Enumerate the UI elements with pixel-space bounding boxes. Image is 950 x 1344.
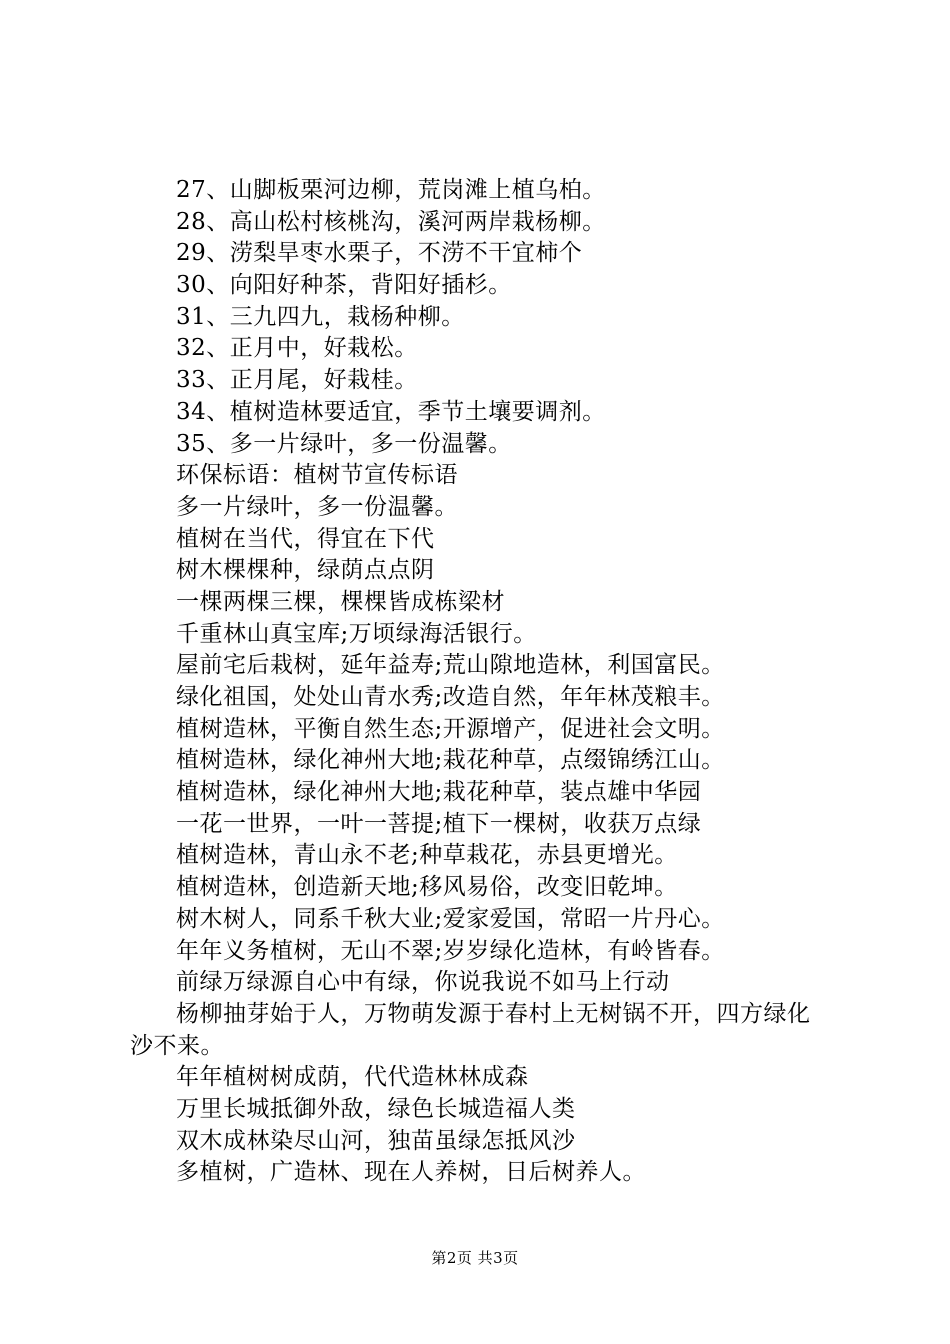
text-line: 树木树人，同系千秋大业;爱家爱国，常昭一片丹心。 [176, 905, 725, 932]
text-line: 27、山脚板栗河边柳，荒岗滩上植乌柏。 [176, 177, 606, 203]
text-line: 植树造林，绿化神州大地;栽花种草，点缀锦绣江山。 [176, 747, 725, 774]
text-line: 年年植树树成荫，代代造林林成森 [176, 1064, 529, 1091]
text-line: 树木棵棵种，绿荫点点阴 [176, 557, 435, 584]
section-heading: 环保标语：植树节宣传标语 [176, 462, 458, 489]
text-line: 万里长城抵御外敌，绿色长城造福人类 [176, 1095, 576, 1122]
text-line: 一棵两棵三棵，棵棵皆成栋梁材 [176, 588, 505, 615]
text-line: 一花一世界，一叶一菩提;植下一棵树，收获万点绿 [176, 810, 702, 837]
text-line: 33、正月尾，好栽桂。 [176, 367, 418, 394]
text-line: 多植树，广造林、现在人养树，日后树养人。 [176, 1159, 646, 1186]
text-line: 绿化祖国，处处山青水秀;改造自然，年年林茂粮丰。 [176, 684, 725, 710]
text-line: 前绿万绿源自心中有绿，你说我说不如马上行动 [176, 969, 670, 996]
text-line: 29、涝梨旱枣水栗子，不涝不干宜柿个 [176, 240, 583, 267]
text-line: 屋前宅后栽树，延年益寿;荒山隙地造林，利国富民。 [176, 652, 725, 679]
text-line: 植树在当代，得宜在下代 [176, 525, 435, 552]
text-line: 年年义务植树，无山不翠;岁岁绿化造林，有岭皆春。 [176, 937, 725, 964]
wrapped-text-line: 杨柳抽芽始于人，万物萌发源于春村上无树锅不开，四方绿化沙不来。 [130, 1000, 811, 1059]
text-line: 30、向阳好种茶，背阳好插杉。 [176, 272, 512, 299]
text-line: 植树造林，绿化神州大地;栽花种草，装点雄中华园 [176, 779, 702, 806]
text-line: 多一片绿叶，多一份温馨。 [176, 493, 458, 520]
text-line: 28、高山松村核桃沟，溪河两岸栽杨柳。 [176, 208, 606, 235]
text-line: 35、多一片绿叶，多一份温馨。 [176, 430, 512, 457]
text-line: 千重林山真宝库;万顷绿海活银行。 [176, 620, 537, 647]
text-line: 植树造林，创造新天地;移风易俗，改变旧乾坤。 [176, 874, 678, 901]
text-line: 32、正月中，好栽松。 [176, 335, 418, 362]
page-number-footer: 第2页 共3页 [431, 1249, 519, 1267]
text-line: 双木成林染尽山河，独苗虽绿怎抵风沙 [176, 1127, 576, 1154]
text-line: 34、植树造林要适宜，季节土壤要调剂。 [176, 398, 606, 425]
text-line: 植树造林，青山永不老;种草栽花，赤县更增光。 [176, 842, 678, 869]
document-body [130, 175, 850, 1189]
text-line: 31、三九四九，栽杨种柳。 [176, 303, 465, 330]
text-line: 植树造林，平衡自然生态;开源增产，促进社会文明。 [176, 715, 725, 742]
